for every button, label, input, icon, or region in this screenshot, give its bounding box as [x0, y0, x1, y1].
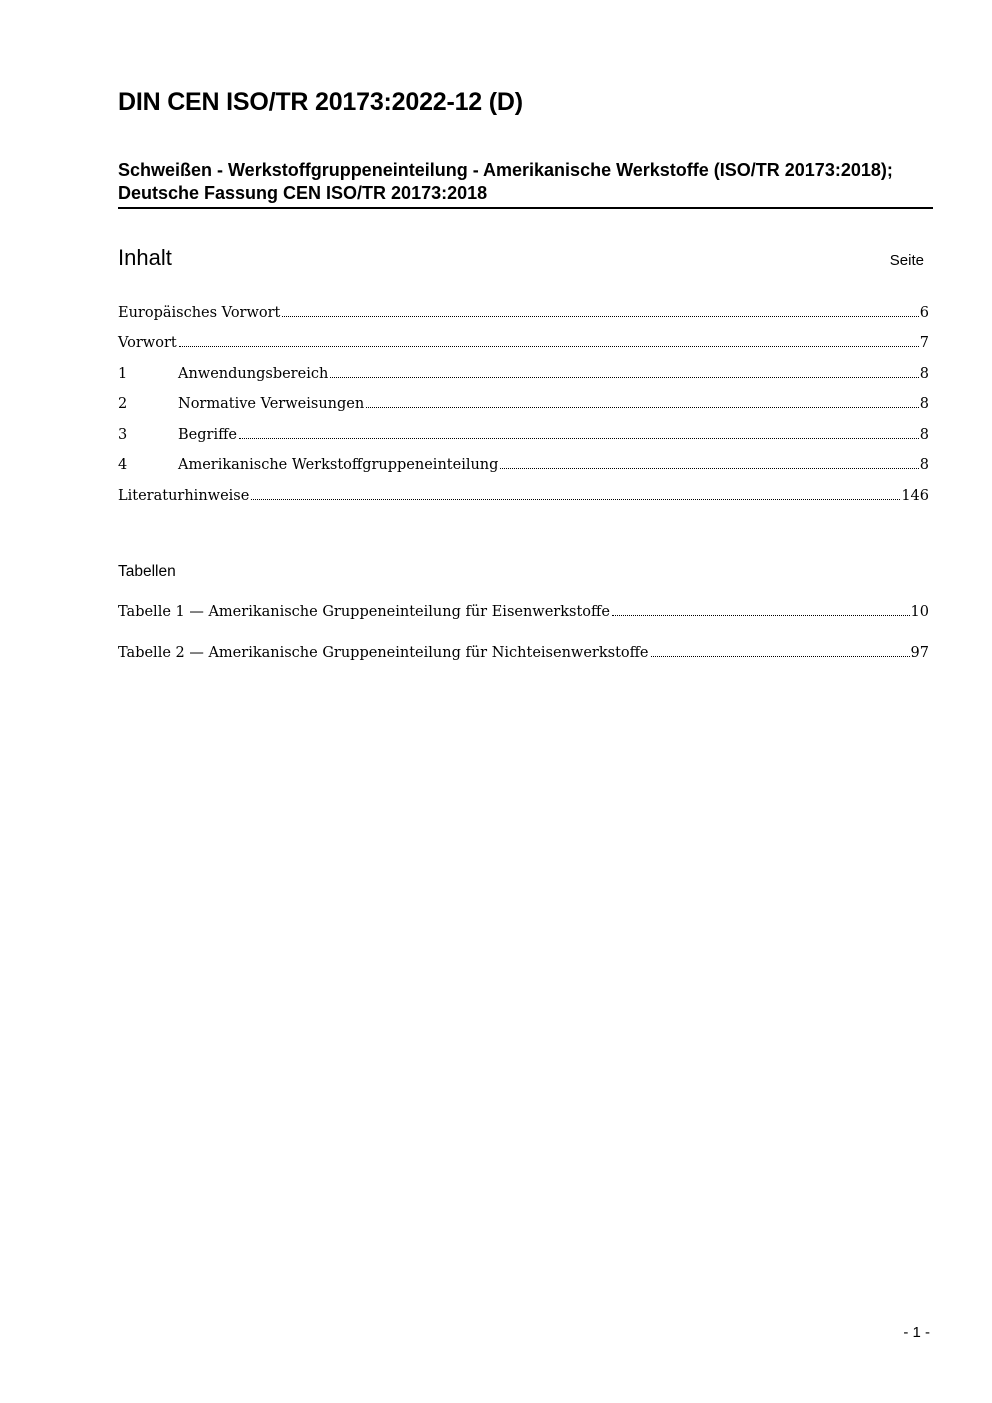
table-entry-text: Tabelle 2 — Amerikanische Gruppeneinteilung für Nichteisenwerkstoffe [118, 645, 649, 661]
toc-dot-leader [251, 499, 900, 500]
toc-entry-number: 2 [118, 396, 128, 412]
toc-entry-text: Europäisches Vorwort [118, 305, 281, 321]
table-entry-page: 97 [910, 645, 929, 661]
table-entry-1[interactable] [118, 600, 929, 620]
toc-dot-leader [366, 407, 919, 408]
toc-dot-leader [282, 316, 918, 317]
table-entry-page: 10 [910, 604, 929, 620]
toc-entry-number: 4 [118, 457, 128, 473]
toc-dot-leader [239, 438, 919, 439]
toc-entry-page: 146 [901, 488, 929, 504]
toc-dot-leader [651, 656, 910, 657]
toc-heading: Inhalt [118, 245, 172, 270]
toc-entry-literaturhinweise[interactable] [118, 484, 929, 504]
toc-entry-vorwort[interactable] [118, 331, 929, 351]
toc-entry-begriffe[interactable] [118, 423, 929, 443]
toc-entry-europaeisches-vorwort[interactable] [118, 301, 929, 321]
table-entry-text: Tabelle 1 — Amerikanische Gruppeneinteilung für Eisenwerkstoffe [118, 604, 610, 620]
toc-dot-leader [500, 468, 918, 469]
toc-entry-text: Literaturhinweise [118, 488, 250, 504]
toc-entry-number: 3 [118, 427, 128, 443]
toc-entry-number: 1 [118, 366, 128, 382]
toc-dot-leader [179, 346, 919, 347]
toc-entry-page: 8 [919, 366, 929, 382]
toc-entry-text: Amerikanische Werkstoffgruppeneinteilung [178, 457, 499, 473]
toc-entry-text: Anwendungsbereich [178, 366, 329, 382]
document-title: DIN CEN ISO/TR 20173:2022-12 (D) [118, 88, 523, 116]
tables-heading: Tabellen [118, 563, 176, 580]
toc-entry-text: Vorwort [118, 335, 177, 351]
document-subtitle: Schweißen - Werkstoffgruppeneinteilung - Amerikanische Werkstoffe (ISO/TR 20173:2018); Deutsche Fassung CEN ISO/TR 20173:2018 [118, 159, 933, 209]
table-entry-2[interactable] [118, 641, 929, 661]
toc-entry-page: 6 [919, 305, 929, 321]
toc-entry-page: 7 [919, 335, 929, 351]
toc-dot-leader [612, 615, 910, 616]
toc-page-column-label: Seite [889, 252, 924, 269]
toc-entry-werkstoffgruppeneinteilung[interactable] [118, 453, 929, 473]
toc-entry-text: Begriffe [178, 427, 237, 443]
toc-entry-page: 8 [919, 396, 929, 412]
toc-entry-text: Normative Verweisungen [178, 396, 365, 412]
toc-entry-anwendungsbereich[interactable] [118, 362, 929, 382]
toc-entry-page: 8 [919, 427, 929, 443]
page-number: - 1 - [903, 1324, 930, 1341]
toc-entry-page: 8 [919, 457, 929, 473]
toc-dot-leader [330, 377, 918, 378]
toc-entry-normative-verweisungen[interactable] [118, 392, 929, 412]
